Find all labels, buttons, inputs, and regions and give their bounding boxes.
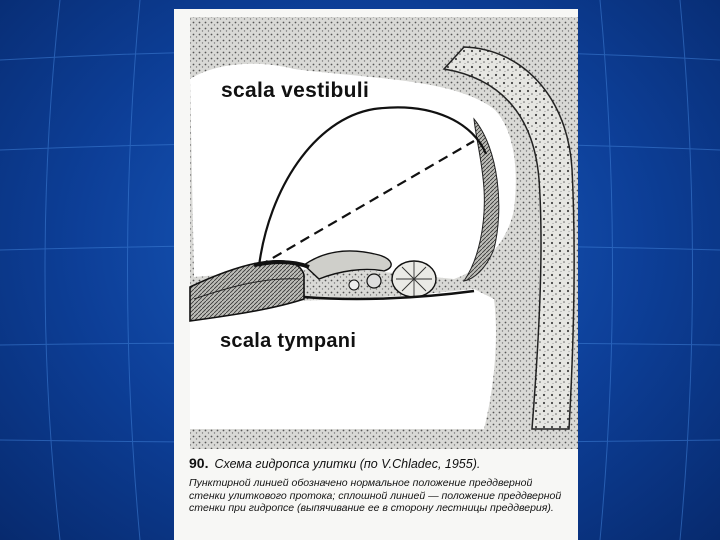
caption-body: Пунктирной линией обозначено нормальное положение преддверной стенки улиткового протока; сплошной линией — положение преддверной стенки при гидропсе (выпячивание ее в сторону лестницы преддверия). <box>189 477 562 514</box>
figure-number: 90. <box>189 455 209 471</box>
scala-tympani-label: scala tympani <box>220 330 357 352</box>
scala-vestibuli-label: scala vestibuli <box>221 79 370 102</box>
caption-title-line <box>189 455 569 471</box>
figure-caption <box>189 455 569 515</box>
caption-title: Схема гидропса улитки (по V.Chladec, 1955). <box>214 457 481 471</box>
cochlea-diagram <box>174 9 578 449</box>
figure-page <box>174 9 578 540</box>
